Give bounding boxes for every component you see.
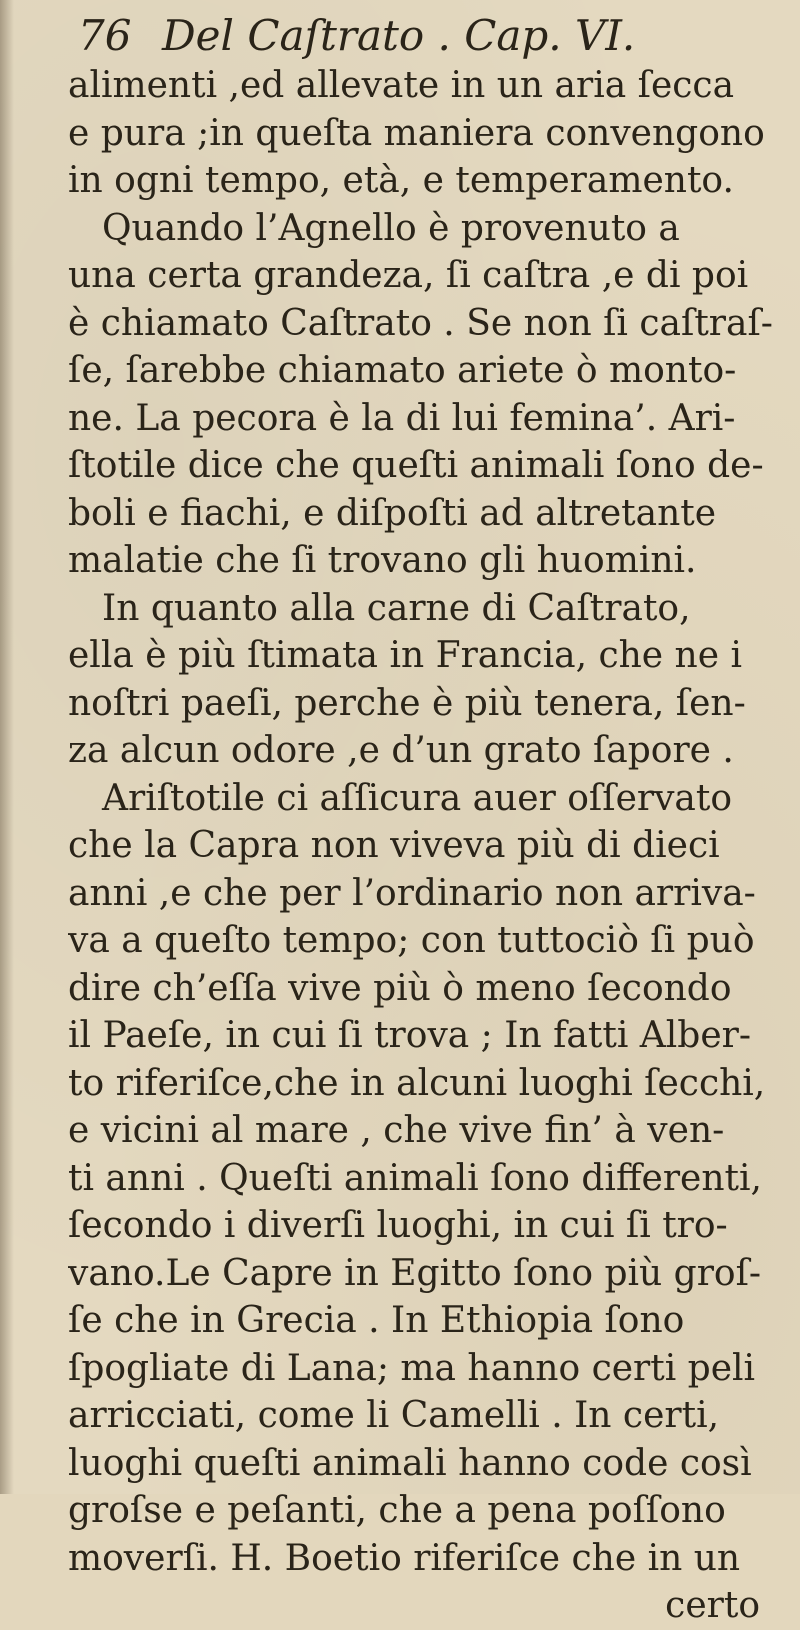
text-line: alimenti ,ed allevate in un aria ſecca	[68, 65, 735, 106]
text-line: ſtotile dice che queſti animali ſono de-	[68, 445, 764, 486]
text-line: arricciati, come li Camelli . In certi,	[68, 1395, 720, 1436]
text-line: malatie che ſi trovano gli huomini.	[68, 540, 697, 581]
text-line: Quando l’Agnello è provenuto a	[102, 207, 680, 249]
text-line: va a queſto tempo; con tuttociò ſi può	[68, 920, 755, 961]
text-line: noſtri paeſi, perche è più tenera, ſen-	[68, 682, 746, 724]
text-line: e pura ;in queſta maniera convengono	[68, 112, 765, 154]
text-line: boli e fiachi, e diſpoſti ad altretante	[68, 492, 717, 534]
text-line: moverſi. H. Boetio riferiſce che in un	[68, 1537, 741, 1579]
text-line: ella è più ſtimata in Francia, che ne i	[68, 635, 742, 676]
text-line: to riferiſce,che in alcuni luoghi ſecchi,	[68, 1062, 766, 1104]
text-line: che la Capra non viveva più di dieci	[68, 825, 720, 866]
text-line: vano.Le Capre in Egitto ſono più groſ-	[68, 1252, 762, 1294]
text-line: in ogni tempo, età, e temperamento.	[68, 160, 734, 201]
page-gutter-shadow	[0, 0, 14, 1494]
text-line: è chiamato Caſtrato . Se non ſi caſtraſ-	[68, 302, 773, 344]
body-text	[68, 62, 780, 1630]
page-number: 76	[78, 11, 132, 60]
text-line: ne. La pecora è la di lui femina’. Ari-	[68, 397, 736, 439]
text-line: luoghi queſti animali hanno code così	[68, 1442, 752, 1484]
text-line: ti anni . Queſti animali ſono differenti,	[68, 1157, 762, 1199]
text-line: il Paeſe, in cui ſi trova ; In fatti Alber-	[68, 1015, 752, 1056]
text-line: ſecondo i diverſi luoghi, in cui ſi tro-	[68, 1205, 728, 1246]
running-header	[78, 6, 778, 66]
text-line: dire ch’eſſa vive più ò meno ſecondo	[68, 967, 732, 1009]
text-line: Ariſtotile ci aſſicura auer oſſervato	[102, 777, 733, 819]
text-line: e vicini al mare , che vive fin’ à ven-	[68, 1110, 725, 1151]
text-line: In quanto alla carne di Caſtrato,	[102, 587, 691, 629]
text-line: ſe, ſarebbe chiamato ariete ò monto-	[68, 350, 737, 391]
running-title: Del Caſtrato . Cap. VI.	[162, 11, 636, 60]
text-line: za alcun odore ,e d’un grato ſapore .	[68, 730, 734, 771]
catchword: certo	[665, 1585, 760, 1626]
text-line: ſe che in Grecia . In Ethiopia ſono	[68, 1300, 685, 1341]
text-line: anni ,e che per l’ordinario non arriva-	[68, 872, 756, 914]
text-line: ſpogliate di Lana; ma hanno certi peli	[68, 1347, 756, 1389]
text-line: groſse e peſanti, che a pena poſſono	[68, 1490, 726, 1531]
text-line: una certa grandeza, ſi caſtra ,e di poi	[68, 255, 749, 296]
